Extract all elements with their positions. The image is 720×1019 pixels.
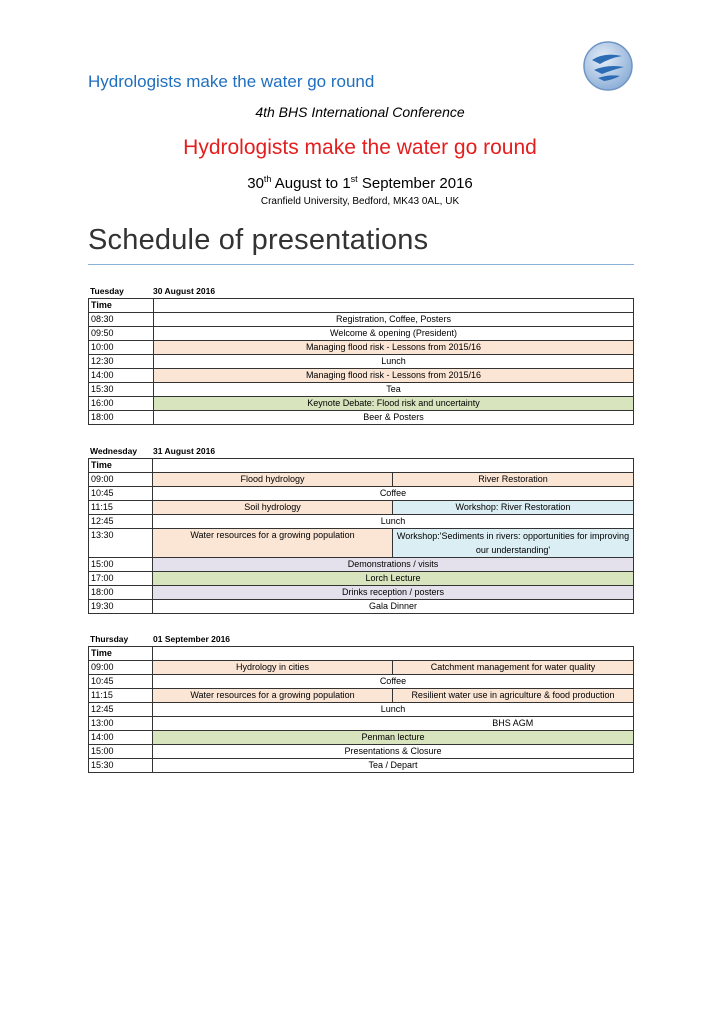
event-cell: Coffee <box>153 675 634 689</box>
day-heading <box>88 285 634 298</box>
event-cell: Lunch <box>153 703 634 717</box>
event-cell: Coffee <box>153 487 634 501</box>
time-header: Time <box>89 459 153 473</box>
event-cell-right: Workshop:'Sediments in rivers: opportunities for improving our understanding' <box>393 529 634 558</box>
day-date: 30 August 2016 <box>153 286 216 296</box>
table-row <box>89 558 634 572</box>
table-row <box>89 473 634 487</box>
table-row <box>89 487 634 501</box>
event-cell: Keynote Debate: Flood risk and uncertainty <box>154 397 634 411</box>
schedule-table-tuesday <box>88 298 634 425</box>
table-row <box>89 355 634 369</box>
header-blank <box>153 647 634 661</box>
time-cell: 13:00 <box>89 717 153 731</box>
event-cell: Tea / Depart <box>153 759 634 773</box>
event-cell: Lunch <box>154 355 634 369</box>
time-cell: 12:45 <box>89 515 153 529</box>
table-row <box>89 689 634 703</box>
dates-mid: August to 1 <box>271 175 351 192</box>
time-cell: 11:15 <box>89 689 153 703</box>
time-cell: 12:30 <box>89 355 154 369</box>
event-cell-left: Hydrology in cities <box>153 661 393 675</box>
table-header-row <box>89 299 634 313</box>
day-tuesday <box>88 285 634 425</box>
day-date: 01 September 2016 <box>153 634 231 644</box>
time-cell: 14:00 <box>89 731 153 745</box>
table-row <box>89 731 634 745</box>
table-row <box>89 675 634 689</box>
schedule-title: Schedule of presentations <box>88 224 429 256</box>
dates-end: September 2016 <box>357 175 473 192</box>
table-row <box>89 745 634 759</box>
event-cell: Drinks reception / posters <box>153 586 634 600</box>
day-name: Tuesday <box>90 286 124 296</box>
time-cell: 19:30 <box>89 600 153 614</box>
event-cell: Managing flood risk - Lessons from 2015/16 <box>154 341 634 355</box>
header-blank <box>153 459 634 473</box>
header-tagline: Hydrologists make the water go round <box>88 72 375 91</box>
event-cell: Gala Dinner <box>153 600 634 614</box>
event-cell: Penman lecture <box>153 731 634 745</box>
event-cell-left: Soil hydrology <box>153 501 393 515</box>
time-cell: 09:50 <box>89 327 154 341</box>
table-row <box>89 397 634 411</box>
time-cell: 15:00 <box>89 745 153 759</box>
event-cell: Lorch Lecture <box>153 572 634 586</box>
conference-dates <box>0 174 720 192</box>
day-heading <box>88 633 634 646</box>
table-row <box>89 341 634 355</box>
event-cell-left: Water resources for a growing population <box>153 529 393 558</box>
bhs-logo-icon <box>582 40 634 92</box>
title-divider <box>88 264 634 265</box>
event-cell: Presentations & Closure <box>153 745 634 759</box>
event-cell-right: BHS AGM <box>393 717 634 731</box>
time-cell: 10:45 <box>89 675 153 689</box>
table-row <box>89 369 634 383</box>
time-header: Time <box>89 647 153 661</box>
event-cell-right: River Restoration <box>393 473 634 487</box>
time-cell: 15:30 <box>89 383 154 397</box>
table-row <box>89 600 634 614</box>
table-header-row <box>89 647 634 661</box>
event-cell-right: Resilient water use in agriculture & food production <box>393 689 634 703</box>
time-cell: 10:00 <box>89 341 154 355</box>
conference-name: 4th BHS International Conference <box>255 104 465 120</box>
event-cell: Beer & Posters <box>154 411 634 425</box>
time-header: Time <box>89 299 154 313</box>
table-header-row <box>89 459 634 473</box>
day-wednesday <box>88 445 634 614</box>
time-cell: 18:00 <box>89 586 153 600</box>
day-date: 31 August 2016 <box>153 446 216 456</box>
dates-start-sup: th <box>263 174 272 184</box>
time-cell: 09:00 <box>89 661 153 675</box>
time-cell: 17:00 <box>89 572 153 586</box>
table-row <box>89 313 634 327</box>
day-thursday <box>88 633 634 773</box>
schedule-table-wednesday <box>88 458 634 614</box>
table-row <box>89 717 634 731</box>
table-row <box>89 661 634 675</box>
table-row <box>89 383 634 397</box>
table-row <box>89 586 634 600</box>
header-blank <box>154 299 634 313</box>
day-heading <box>88 445 634 458</box>
day-name: Wednesday <box>90 446 138 456</box>
table-row <box>89 703 634 717</box>
time-cell: 15:00 <box>89 558 153 572</box>
conference-venue: Cranfield University, Bedford, MK43 0AL, UK <box>260 196 460 207</box>
event-cell: Lunch <box>153 515 634 529</box>
event-cell: Welcome & opening (President) <box>154 327 634 341</box>
event-cell: Tea <box>154 383 634 397</box>
time-cell: 16:00 <box>89 397 154 411</box>
time-cell: 12:45 <box>89 703 153 717</box>
time-cell: 09:00 <box>89 473 153 487</box>
conference-title: Hydrologists make the water go round <box>183 136 537 159</box>
event-cell-left <box>153 717 393 731</box>
table-row <box>89 759 634 773</box>
time-cell: 13:30 <box>89 529 153 558</box>
schedule-table-thursday <box>88 646 634 773</box>
table-row <box>89 327 634 341</box>
event-cell-left: Flood hydrology <box>153 473 393 487</box>
table-row <box>89 515 634 529</box>
event-cell: Managing flood risk - Lessons from 2015/16 <box>154 369 634 383</box>
dates-end-sup: st <box>350 174 358 184</box>
event-cell: Registration, Coffee, Posters <box>154 313 634 327</box>
time-cell: 10:45 <box>89 487 153 501</box>
table-row <box>89 501 634 515</box>
time-cell: 15:30 <box>89 759 153 773</box>
event-cell: Demonstrations / visits <box>153 558 634 572</box>
event-cell-right: Catchment management for water quality <box>393 661 634 675</box>
dates-start-num: 30 <box>247 175 264 192</box>
event-cell-left: Water resources for a growing population <box>153 689 393 703</box>
table-row <box>89 572 634 586</box>
event-cell-right: Workshop: River Restoration <box>393 501 634 515</box>
time-cell: 08:30 <box>89 313 154 327</box>
table-row <box>89 529 634 558</box>
time-cell: 18:00 <box>89 411 154 425</box>
day-name: Thursday <box>90 634 129 644</box>
table-row <box>89 411 634 425</box>
time-cell: 14:00 <box>89 369 154 383</box>
time-cell: 11:15 <box>89 501 153 515</box>
